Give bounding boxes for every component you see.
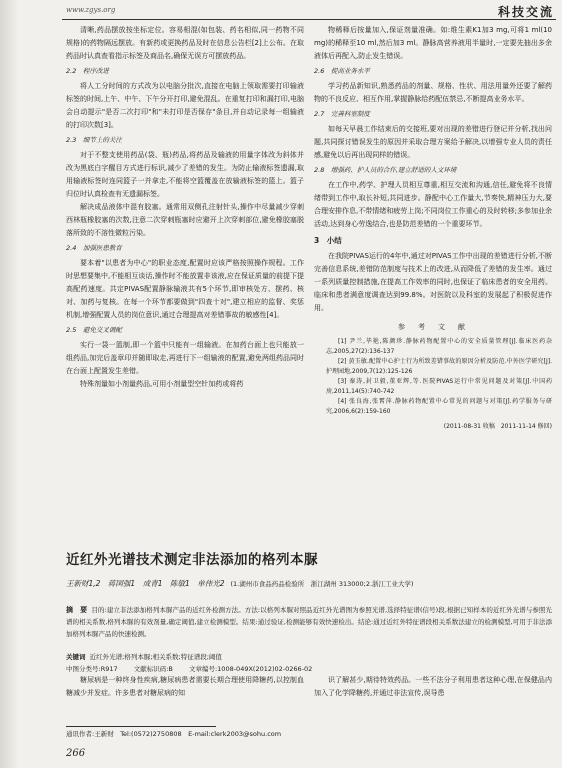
paragraph: 解决成品液体中混有胶塞。通常用双侧孔注射针头,操作中尽量减少穿刺西林瓶橡胶塞的次数,注意二次穿刺瓶塞时应避开上次穿刺部位,避免橡胶塞脱落所致的不溶性微粒污染。 [66, 203, 304, 237]
paragraph: 学习药品新知识,熟悉药品的剂量、规格、性状、用法用量外还要了解药物的不良反应、相互作用,掌握静脉给药配伍禁忌,不断提高业务水平。 [314, 82, 552, 103]
clc-label: 中图分类号: [66, 665, 101, 673]
paragraph: 特殊剂量如小剂量药品,可用小剂量型空针加药或将药 [80, 380, 244, 388]
header-rule [62, 19, 556, 20]
right-column [314, 24, 552, 433]
paragraph: 实行一袋一篮制,即一个篮中只能有一组输液。在加药台面上也只能放一组药品,加完后盖章印并随即取走,再进行下一组输液的配置,避免两组药品同时在台面上配置发生差错。 [66, 341, 304, 375]
clc-number: R917 [100, 665, 118, 673]
section-heading: 2.7 完善科室制度 [314, 110, 370, 118]
reference-item: [4] 张良海,张霄萍.静脉药物配置中心常见的问题与对策[J].药学服务与研究,2006,6(2):159-160 [326, 398, 552, 415]
keywords: 近红外光谱;格列本脲;相关系数;特征谱段;阈值 [89, 653, 222, 661]
paragraph: 清晰,药品摆放按坐标定位。容易相混(如包装、药名相似,同一药物不同规格)的药物隔远摆放。有新药或更换药品及时在信息公告栏[2]上公布。在取药品时认真查看指示标签及商品名,确保无误方可摆放药品。 [66, 26, 304, 60]
paragraph: 对于不整支使用药品(袋、瓶)药品,将药品及输液的用量字体改为斜体并改为黑底白字醒目方式进行标识,减少了差错的发生。为防止输液标签遗漏,取用输液标签时连同篮子一并拿走,不能将空篮覆盖在放输液标签的篮上。篮子归位时认真检查有无遗漏标签。 [66, 151, 304, 198]
section-heading: 2.4 加强医患教育 [66, 244, 122, 252]
reference-item: [1] 尹兰,毕艳,陈颜珍.静脉药物配置中心的安全质量管理[J].临床医药杂志,2005,27(2):136-137 [326, 338, 552, 355]
abstract-text: 目的:建立非法添加格列本脲产品的近红外检测方法。方法:以格列本脲对照品近红外光谱图为参照光谱,选择特征谱(信号)段,根据已知样本的近红外光谱与参照光谱的相关系数,格列本脲的有效剂量,确定阈值,建立检测模型。结果:通过验证,检测能够有效快速检出。结论:通过近红外特征谱段相关系数法建立的检测模型,可用于非法添加格列本脲产品的快速检测。 [66, 606, 552, 638]
paragraph: 将人工分时间的方式改为以电脑分批次,直接在电脑上领取需要打印输液标签的时间,上午、中午、下午分开打印,避免混乱。在重复打印和漏打印,电脑会自动提示"是否二次打印"和"未打印是否保存"条目,并自动记录每一组输液的打印次数[3]。 [66, 82, 304, 129]
section-heading: 2.2 程序改进 [66, 67, 109, 75]
paragraph: 如每天早晨工作结束后的交接班,要对出现的差错进行登记并分析,找出问题,共同探讨错误发生的原因并采取合理方案给予解决,以增强专业人员的责任感,避免以后再出现同样的错误。 [314, 125, 552, 159]
section-heading: 2.5 避免交叉调配 [66, 326, 122, 334]
journal-url: www.zgys.org [66, 6, 116, 14]
article-body-left [66, 674, 304, 700]
section-heading-summary: 3 小结 [314, 236, 342, 245]
abstract [66, 604, 552, 640]
references-heading: 参 考 文 献 [398, 323, 468, 331]
article-number-label: 文章编号: [188, 665, 218, 673]
paragraph: 糖尿病是一种终身性疾病,糖尿病患者需要长期合理使用降糖药,以控制血糖减少并发症。许多患者对糖尿病的知 [66, 676, 304, 697]
paragraph: 在工作中,药学、护理人员相互尊重,相互交流和沟通,信任,避免将不良情绪带到工作中,取长补短,共同进步。静配中心工作量大,节奏快,精神压力大,要合理安排作息,不带情绪和疲劳上岗;不同岗位工作重心的及时转移;多参加业余活动,达到身心劳逸结合,也是防范差错的一个重要环节。 [314, 181, 552, 228]
article-metadata [66, 651, 552, 675]
paragraph: 在我院PIVAS运行的4年中,通过对PIVAS工作中出现的差错进行分析,不断完善信息系统,差错防范制度与技术上的改进,从而降低了差错的发生率。通过一系列质量控制措施,在提高工作效率的同时,也保证了临床患者的安全用药。临床和患者满意度调查达到99.8%。对医院以及科室的发展起了积极促进作用。 [314, 252, 552, 312]
article-number: 1008-049X(2012)02-0266-02 [217, 665, 313, 673]
keywords-label: 关键词 [66, 653, 86, 661]
section-heading: 2.3 细节上的关注 [66, 136, 122, 144]
paragraph: 要本着"以患者为中心"的职业态度,配置时应该严格按照操作规程。工作时思想要集中,不能相互谈话,操作时不能放置非该液,应在保证质量的前提下提高配药速度。共定PIVAS配置静脉输液共有5个环节,即审核处方、摆药、核对、加药与复核。在每一个环节都要做到"四查十对",建立相应的监督、奖惩机制,增强配置人员的岗位意识,通过合理提高对差错事故的敏感性[4]。 [66, 259, 304, 319]
paragraph: 物稀释后按量加入,保证剂量准确。如:维生素K1加3 mg,可将1 ml(10 mg)的稀释至10 ml,然后加3 ml。静脉高营养液用半量时,一定要先抽出多余液体后再配入,防止发生错误。 [314, 26, 552, 60]
doc-code: B [168, 665, 173, 673]
reference-item: [3] 秦涛,封卫毅,董亚辉,等.医院PIVAS运行中常见问题及对策[J].中国药房,2011,14(5):740-742 [326, 378, 552, 395]
keywords-row [66, 651, 552, 663]
page-number: 266 [66, 748, 86, 759]
doc-code-label: 文献标识码: [133, 665, 169, 673]
footnote-rule [66, 726, 216, 727]
received-date: (2011-08-31 收稿 2011-11-14 修回) [443, 423, 552, 430]
author-line [66, 578, 414, 589]
affiliation: (1.湖州市食品药品检验所 浙江湖州 313000;2.浙江工业大学) [230, 580, 414, 588]
section-heading: 2.8 增强药、护人员的合作,建立舒适的人文环境 [314, 166, 457, 174]
authors: 王新财1,2 蒋国强1 成青1 陈敏1 单伟光2 [66, 579, 225, 588]
reference-item: [2] 黄玉敏.配置中心护士行为所致差错事故的原因分析及防范.中外医学研究[J].护理园地,2009,7(12):125-126 [326, 358, 552, 375]
section-heading: 2.6 提高业务水平 [314, 67, 370, 75]
article-title: 近红外光谱技术测定非法添加的格列本脲 [66, 552, 318, 568]
journal-section-title: 科技交流 [497, 5, 554, 19]
scan-edge-shadow [0, 0, 18, 768]
article-body-right [314, 674, 552, 700]
corresponding-author-footnote: 通讯作者:王新财 Tel:(0572)2750808 E-mail:clerk2003@sohu.com [66, 730, 282, 738]
left-column [66, 24, 304, 391]
abstract-label: 摘 要 [66, 606, 88, 614]
paragraph: 识了解甚少,期待特效药品。一些不法分子利用患者这种心理,在保健品内加入了化学降糖药,并通过非法宣传,误导患 [314, 676, 552, 697]
